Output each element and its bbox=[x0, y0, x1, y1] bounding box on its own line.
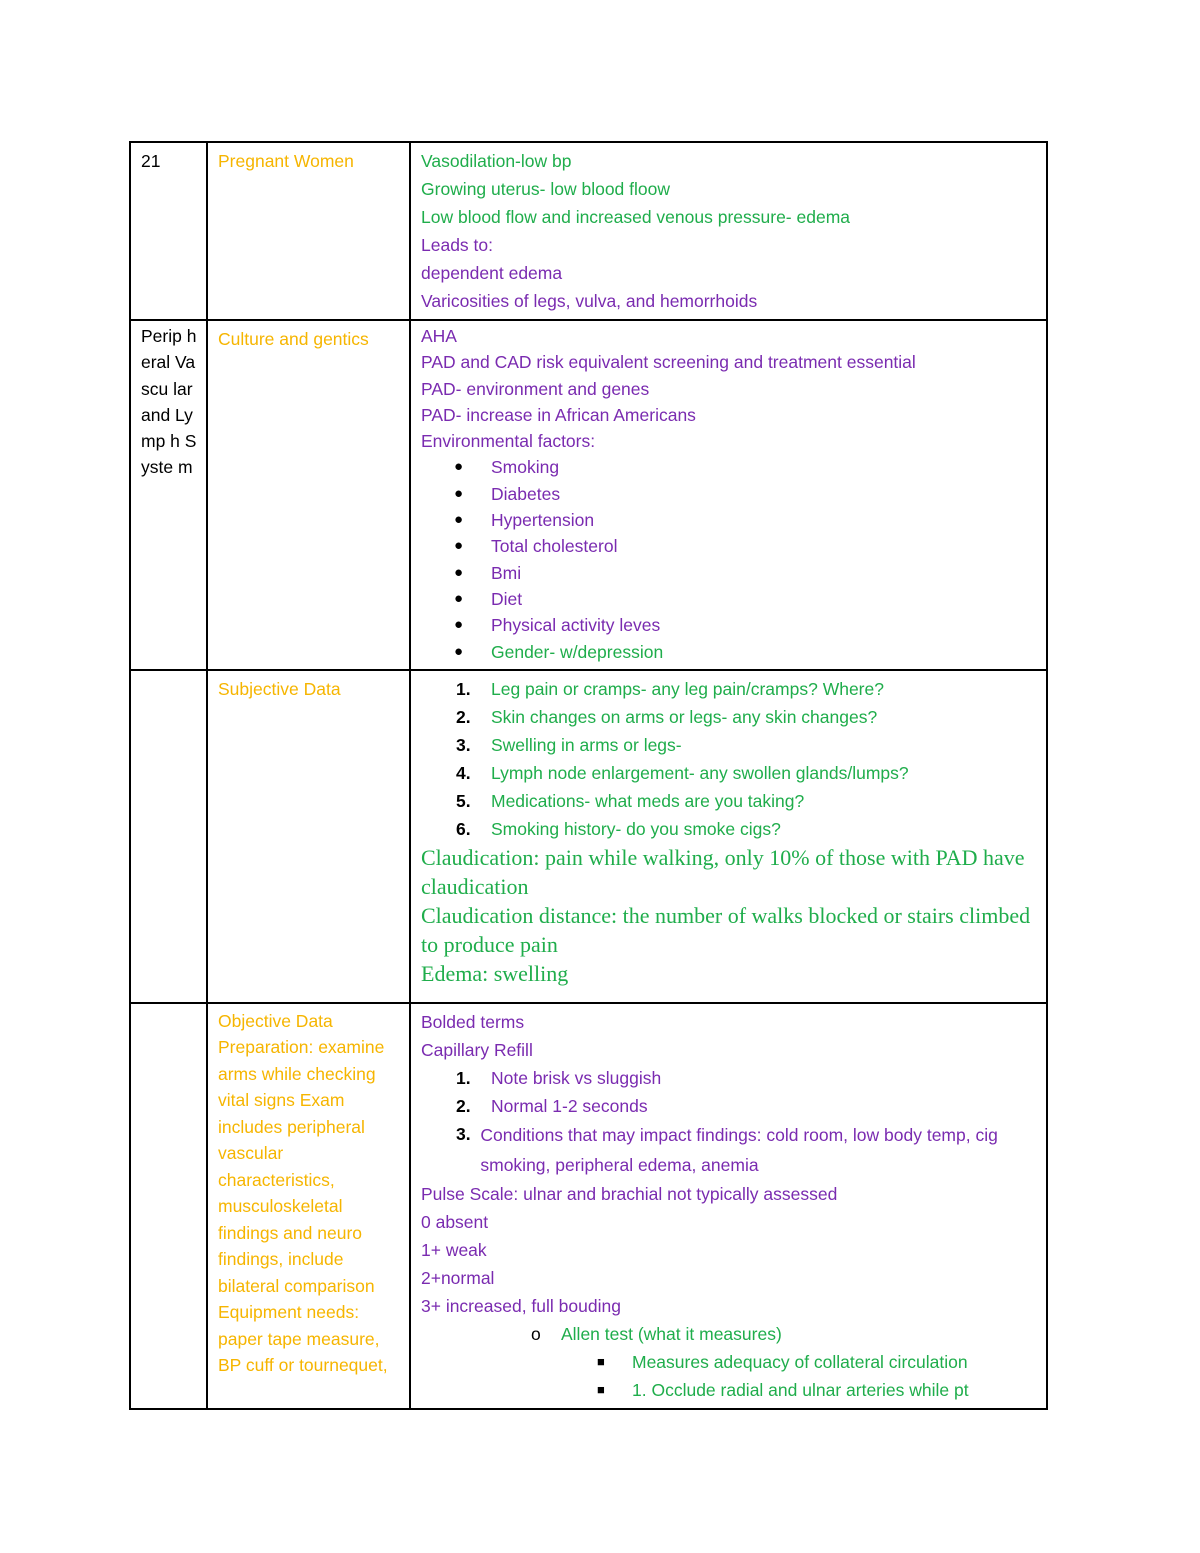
notes-cell bbox=[410, 320, 1047, 670]
list-item: 3. Conditions that may impact findings: cold room, low body temp, cig smoking, peripheral edema, anemia bbox=[456, 1123, 998, 1175]
note-line: Leads to: bbox=[421, 235, 493, 255]
sub-list-item: o Allen test (what it measures) bbox=[421, 1320, 1038, 1348]
bullet-icon: ● bbox=[454, 484, 464, 502]
section-cell bbox=[130, 320, 207, 670]
bullet-icon: ● bbox=[454, 616, 464, 634]
note-line: 1+ weak bbox=[421, 1239, 487, 1260]
note-paragraph: Edema: swelling bbox=[421, 960, 569, 986]
note-line: 3+ increased, full bouding bbox=[421, 1295, 621, 1316]
list-item: 1. Note brisk vs sluggish bbox=[456, 1067, 662, 1088]
bullet-icon: ● bbox=[454, 589, 464, 607]
bullet-icon: ● bbox=[454, 563, 464, 581]
note-line: Pulse Scale: ulnar and brachial not typically assessed bbox=[421, 1183, 838, 1204]
note-line: 2+normal bbox=[421, 1267, 495, 1288]
note-line: Bolded terms bbox=[421, 1011, 525, 1032]
section-cell bbox=[130, 1003, 207, 1409]
list-item: 2. Skin changes on arms or legs- any skin changes? bbox=[456, 706, 878, 727]
note-line: 0 absent bbox=[421, 1211, 489, 1232]
list-item: 5. Medications- what meds are you taking? bbox=[456, 790, 805, 811]
numbered-list bbox=[421, 1064, 1038, 1180]
bullet-icon: ● bbox=[454, 458, 464, 476]
list-item: 2. Normal 1-2 seconds bbox=[456, 1095, 648, 1116]
note-line: dependent edema bbox=[421, 263, 563, 283]
list-item: ● Gender- w/depression bbox=[421, 639, 1038, 665]
note-line: Varicosities of legs, vulva, and hemorrhoids bbox=[421, 291, 758, 311]
list-item: ● Total cholesterol bbox=[421, 533, 1038, 559]
bullet-icon: ● bbox=[454, 642, 464, 660]
sub-sub-list-item: ■ 1. Occlude radial and ulnar arteries while pt bbox=[421, 1376, 1038, 1404]
bullet-icon: ● bbox=[454, 511, 464, 529]
topic-cell: Culture and gentics bbox=[207, 320, 410, 670]
note-line: PAD and CAD risk equivalent screening and treatment essential bbox=[421, 352, 916, 373]
bullet-list bbox=[421, 454, 1038, 664]
notes-cell bbox=[410, 670, 1047, 1003]
notes-cell bbox=[410, 1003, 1047, 1409]
notes-table bbox=[129, 141, 1048, 1410]
topic-cell: Pregnant Women bbox=[207, 142, 410, 320]
list-item: ● Diabetes bbox=[421, 481, 1038, 507]
section-label: Perip heral Vascu lar and Lymp h Syste m bbox=[141, 326, 197, 478]
list-item: 6. Smoking history- do you smoke cigs? bbox=[456, 818, 781, 839]
note-paragraph: Claudication: pain while walking, only 10% of those with PAD have claudication bbox=[421, 844, 1025, 899]
topic-cell bbox=[207, 1003, 410, 1409]
list-item: ● Hypertension bbox=[421, 507, 1038, 533]
square-bullet-icon: ■ bbox=[597, 1353, 605, 1369]
list-item: 1. Leg pain or cramps- any leg pain/cramps? Where? bbox=[456, 678, 884, 699]
list-item: ● Bmi bbox=[421, 560, 1038, 586]
table-row bbox=[130, 142, 1047, 320]
note-line: PAD- environment and genes bbox=[421, 378, 650, 399]
note-line: Environmental factors: bbox=[421, 431, 596, 452]
note-line: Low blood flow and increased venous pressure- edema bbox=[421, 207, 851, 227]
list-item: ● Physical activity leves bbox=[421, 612, 1038, 638]
section-cell bbox=[130, 670, 207, 1003]
numbered-list bbox=[421, 675, 1038, 843]
list-item: 4. Lymph node enlargement- any swollen glands/lumps? bbox=[456, 762, 909, 783]
table-row bbox=[130, 1003, 1047, 1409]
note-line: Capillary Refill bbox=[421, 1039, 533, 1060]
note-line: Growing uterus- low blood floow bbox=[421, 179, 671, 199]
bullet-icon: ● bbox=[454, 537, 464, 555]
square-bullet-icon: ■ bbox=[597, 1381, 605, 1397]
list-item: ● Diet bbox=[421, 586, 1038, 612]
circle-bullet-icon: o bbox=[531, 1323, 541, 1344]
note-line: Vasodilation-low bp bbox=[421, 151, 572, 171]
row-number-cell: 21 bbox=[130, 142, 207, 320]
note-line: AHA bbox=[421, 326, 457, 346]
table-row bbox=[130, 670, 1047, 1003]
topic-cell: Subjective Data bbox=[207, 670, 410, 1003]
sub-sub-list-item: ■ Measures adequacy of collateral circulation bbox=[421, 1348, 1038, 1376]
notes-cell bbox=[410, 142, 1047, 320]
list-item: 3. Swelling in arms or legs- bbox=[456, 734, 682, 755]
note-line: PAD- increase in African Americans bbox=[421, 404, 696, 425]
topic-text: Objective Data Preparation: examine arms while checking vital signs Exam includes peripheral vascular characteristics, musculoskeletal findings and neuro findings, include bilateral comparison Equipment needs: paper tape measure, BP cuff or tournequet, bbox=[218, 1010, 388, 1376]
list-item: ● Smoking bbox=[421, 454, 1038, 480]
table-row bbox=[130, 320, 1047, 670]
note-paragraph: Claudication distance: the number of walks blocked or stairs climbed to produce pain bbox=[421, 902, 1031, 957]
